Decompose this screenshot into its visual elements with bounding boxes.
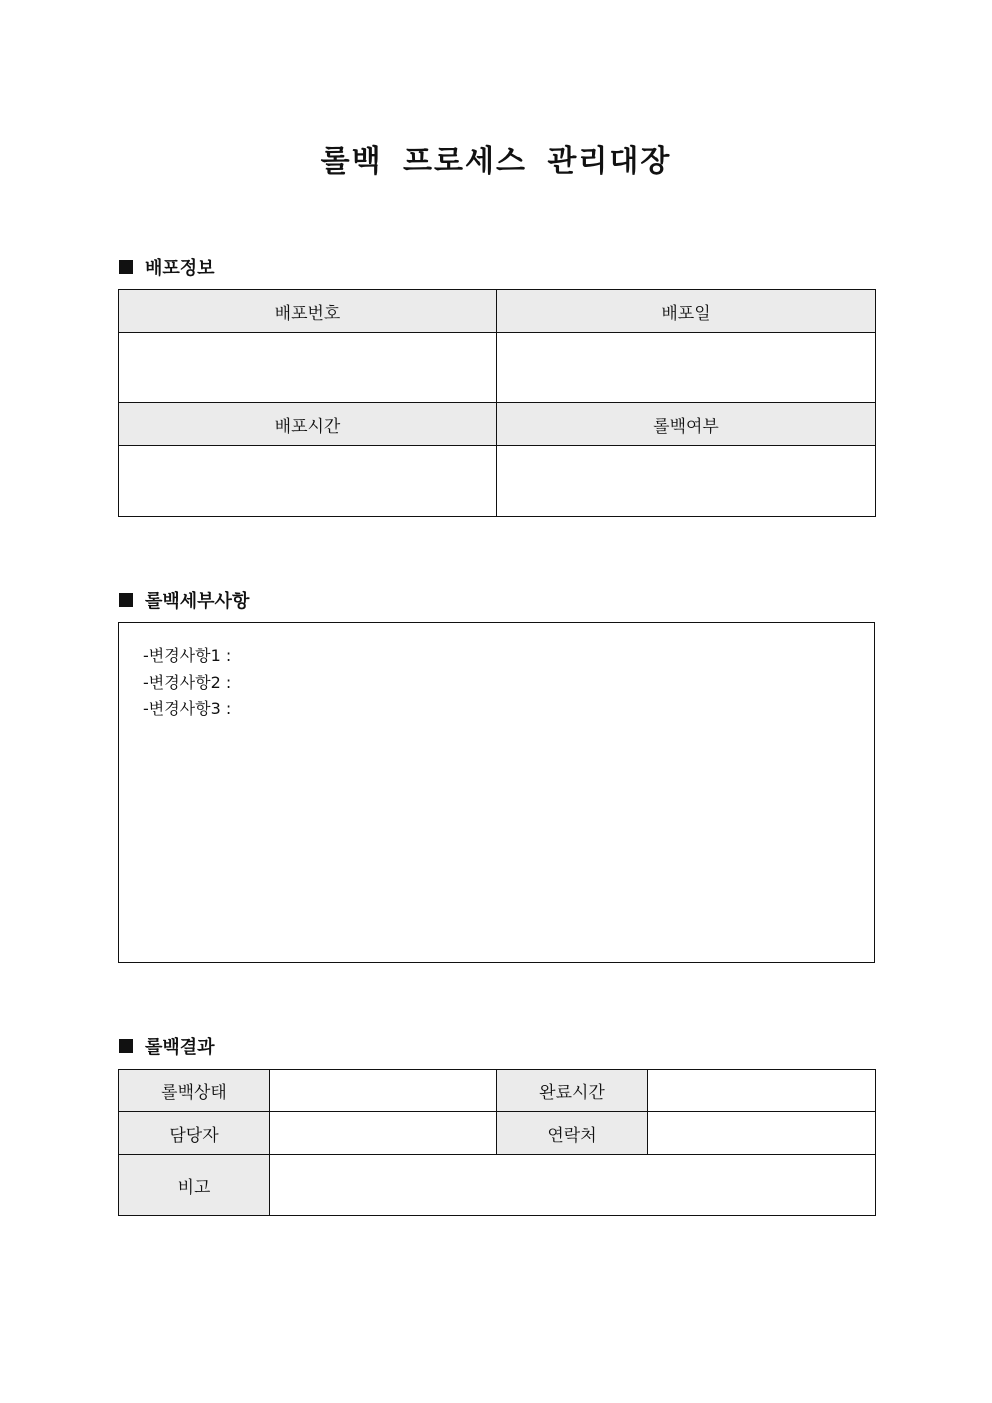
status-field[interactable]	[270, 1070, 497, 1112]
completion-time-label: 완료시간	[497, 1070, 648, 1112]
deploy-date-label: 배포일	[497, 290, 876, 333]
deploy-number-field[interactable]	[119, 333, 497, 403]
section-heading-deploy-info	[119, 254, 215, 280]
deploy-date-field[interactable]	[497, 333, 876, 403]
deploy-info-table	[118, 289, 876, 517]
deploy-number-label: 배포번호	[119, 290, 497, 333]
square-bullet-icon	[119, 260, 133, 274]
deploy-time-label: 배포시간	[119, 403, 497, 446]
rollback-result-table	[118, 1069, 876, 1216]
rollback-details-list	[119, 623, 874, 723]
owner-label: 담당자	[119, 1112, 270, 1155]
remarks-label: 비고	[119, 1155, 270, 1216]
square-bullet-icon	[119, 593, 133, 607]
square-bullet-icon	[119, 1039, 133, 1053]
section-heading-label: 롤백결과	[145, 1037, 215, 1058]
deploy-time-field[interactable]	[119, 446, 497, 517]
rollback-flag-label: 롤백여부	[497, 403, 876, 446]
status-label: 롤백상태	[119, 1070, 270, 1112]
list-item: -변경사항3 :	[143, 699, 232, 718]
rollback-details-box[interactable]	[118, 622, 875, 963]
section-heading-label: 롤백세부사항	[145, 591, 250, 612]
section-heading-label: 배포정보	[145, 258, 215, 279]
section-heading-rollback-result	[119, 1033, 215, 1059]
contact-label: 연락처	[497, 1112, 648, 1155]
list-item: -변경사항2 :	[143, 672, 232, 692]
contact-field[interactable]	[648, 1112, 876, 1155]
remarks-field[interactable]	[270, 1155, 876, 1216]
section-heading-rollback-details	[119, 587, 249, 613]
owner-field[interactable]	[270, 1112, 497, 1155]
list-item: -변경사항1 :	[143, 646, 232, 665]
completion-time-field[interactable]	[648, 1070, 876, 1112]
page-title: 롤백 프로세스 관리대장	[320, 144, 672, 179]
rollback-flag-field[interactable]	[497, 446, 876, 517]
